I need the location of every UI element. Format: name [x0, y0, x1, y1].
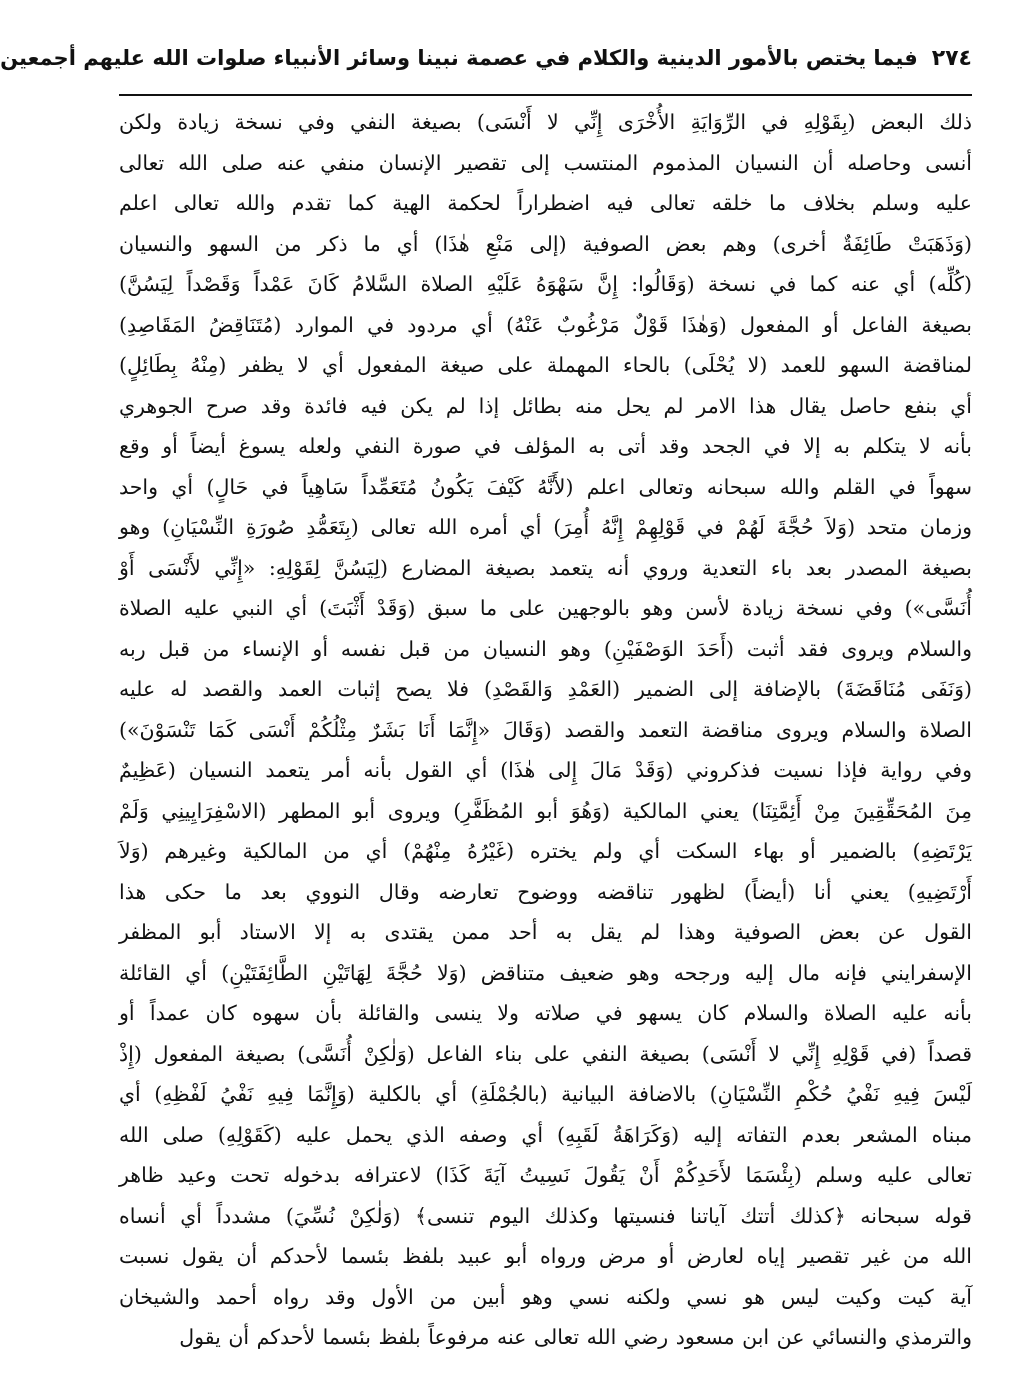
text-line: عليه وسلم بخلاف ما خلقه تعالى فيه اضطراراً لحكمة الهية كما تقدم والله تعالى اعلم: [119, 191, 972, 215]
text-line: مبناه المشعر بعدم التفاته إليه (وَكَرَاهَةُ لَقَبِهِ) أي وصفه الذي يحمل عليه (كَقَوْلِهِ) صلى الله: [119, 1122, 972, 1147]
text-line: أُنَسَّى») وفي نسخة زيادة لأسن وهو بالوجهين على ما سبق (وَقَدْ أَثْبَتَ) أي النبي عليه الصلاة: [119, 596, 972, 620]
text-line: تعالى عليه وسلم (بِئْسَمَا لأَحَدِكُمْ أَنْ يَقُولَ نَسِيتُ آيَةَ كَذَا) لاعترافه بدخوله تحت وعيد ظاهر: [119, 1163, 972, 1187]
text-line: الإسفرايني فإنه مال إليه ورجحه وهو ضعيف متناقض (وَلا حُجَّةَ لِهَاتَيْنِ الطَّائِفَتَيْنِ) أي القائلة: [119, 960, 972, 985]
header-divider: [119, 94, 972, 96]
page-number: ٢٧٤: [931, 45, 972, 71]
text-line: أي بنفع حاصل يقال هذا الامر لم يحل منه بطائل إذا لم يكن فيه فائدة وقد صرح الجوهري: [119, 393, 972, 418]
text-line: أَرْتَضِيهِ) يعني أنا (أيضاً) لظهور تناقضه ووضوح تعارضه وقال النووي بعد ما حكى هذا: [119, 879, 972, 904]
body-text: [119, 102, 972, 1369]
text-line: ذلك البعض (بِقَوْلِهِ في الرِّوَايَةِ الأُخْرَى إِنِّي لا أَنْسَى) بصيغة النفي وفي نسخة زيادة ولكن: [119, 110, 972, 134]
text-line: والسلام ويروى فقد أثبت (أَحَدَ الوَصْفَيْنِ) وهو النسيان من قبل نفسه أو الإنساء من قبل ربه: [119, 636, 972, 661]
text-line: والترمذي والنسائي عن ابن مسعود رضي الله تعالى عنه مرفوعاً بلفظ بئسما لأحدكم أن يقول: [179, 1325, 972, 1349]
text-line: آية كيت وكيت ليس هو نسي ولكنه نسي وهو أبين من الأول وقد رواه أحمد والشيخان: [119, 1284, 972, 1309]
text-line: بأنه لا يتكلم به إلا في الجحد وقد أتى به المؤلف في صورة النفي ولعله يسوغ أيضاً أو وقع: [119, 434, 972, 458]
text-line: الصلاة والسلام ويروى مناقضة التعمد والقصد (وَقَالَ «إِنَّمَا أَنَا بَشَرٌ مِثْلُكُمْ أَنْسَى كَمَا تَنْسَوْنَ»): [119, 717, 972, 742]
text-line: مِنَ المُحَقِّقِينَ مِنْ أَئِمَّتِنَا) يعني المالكية (وَهُوَ أبو المُظَفَّرِ) ويروى أبو المطهر (الاسْفِرَايِينِي وَلَمْ: [119, 798, 972, 823]
text-line: وزمان متحد (وَلاَ حُجَّةَ لَهُمْ في قَوْلِهِمْ إِنَّهُ أُمِرَ) أي أمره الله تعالى (بِتَعَمُّدِ صُورَةِ النِّسْيَانِ) وهو: [119, 515, 972, 539]
text-line: قصداً (في قَوْلِهِ إِنِّي لا أَنْسَى) بصيغة النفي على بناء الفاعل (وَلٰكِنْ أُنَسَّى) بصيغة المفعول (إِذْ: [119, 1041, 972, 1066]
text-line: الله من غير تقصير إياه لعارض أو مرض ورواه أبو عبيد بلفظ بئسما لأحدكم أن يقول نسبت: [119, 1244, 972, 1268]
text-line: (وَنَفَى مُنَاقَضَةَ) بالإضافة إلى الضمير (العَمْدِ وَالقَصْدِ) فلا يصح إثبات العمد والقصد له عليه: [119, 677, 972, 701]
running-title: فيما يختص بالأمور الدينية والكلام في عصمة نبينا وسائر الأنبياء صلوات الله عليهم أجمعين: [0, 46, 918, 70]
text-line: أنسى وحاصله أن النسيان المذموم المنتسب إلى تقصير الإنسان منفي عنه صلى الله تعالى: [119, 150, 972, 175]
text-line: القول عن بعض الصوفية وهذا لم يقل به أحد ممن يقتدى به إلا الاستاد أبو المظفر: [119, 920, 972, 944]
text-line: سهواً في القلم والله سبحانه وتعالى اعلم (لأَنَّهُ كَيْفَ يَكُونُ مُتَعَمِّداً سَاهِياً في حَالٍ) أي واحد: [119, 474, 972, 499]
text-line: يَرْتَضِهِ) بالضمير أو بهاء السكت أي ولم يختره (غَيْرُهُ مِنْهُمْ) أي من المالكية وغيرهم (وَلاَ: [119, 839, 972, 863]
text-line: (كُلِّه) أي عنه كما في نسخة (وَقَالُوا: إِنَّ سَهْوَهُ عَلَيْهِ الصلاة السَّلامُ كَانَ عَمْداً وَقَصْداً لِيَسُنَّ): [119, 272, 972, 296]
text-line: لَيْسَ فِيهِ نَفْيُ حُكْمِ النِّسْيَانِ) بالاضافة البيانية (بالجُمْلَةِ) أي بالكلية (وَإِنَّمَا فِيهِ نَفْيُ لَفْظِهِ) أي: [119, 1082, 972, 1106]
text-line: لمناقضة السهو للعمد (لا يُحْلَى) بالحاء المهملة على صيغة المفعول أي لا يظفر (مِنْهُ بِطَائِلٍ): [119, 353, 972, 377]
text-line: وفي رواية فإذا نسيت فذكروني (وَقَدْ مَالَ إِلى هٰذَا) أي القول بأنه أمر يتعمد النسيان (عَظِيمٌ: [119, 758, 972, 782]
text-line: (وَذَهَبَتْ طَائِفَةٌ أخرى) وهم بعض الصوفية (إلى مَنْعِ هٰذَا) أي ما ذكر من السهو والنسيان: [119, 231, 972, 256]
text-line: بصيغة الفاعل أو المفعول (وَهٰذَا قَوْلٌ مَرْغُوبٌ عَنْهُ) أي مردود في الموارد (مُتَنَاقِضُ المَقَاصِدِ): [119, 312, 972, 337]
text-line: قوله سبحانه ﴿كذلك أتتك آياتنا فنسيتها وكذلك اليوم تنسى﴾ (وَلٰكِنْ نُسِّيَ) مشدداً أي أنساه: [119, 1203, 972, 1228]
running-header: [0, 30, 972, 86]
text-line: بأنه عليه الصلاة والسلام كان يسهو في صلاته ولا ينسى والقائلة بأن سهوه كان عمداً أو: [119, 1001, 972, 1025]
text-line: بصيغة المصدر بعد باء التعدية وروي أنه يتعمد بصيغة المضارع (لِيَسُنَّ لِقَوْلِهِ: «إِنِّي لأَنْسَى أَوْ: [119, 555, 972, 580]
